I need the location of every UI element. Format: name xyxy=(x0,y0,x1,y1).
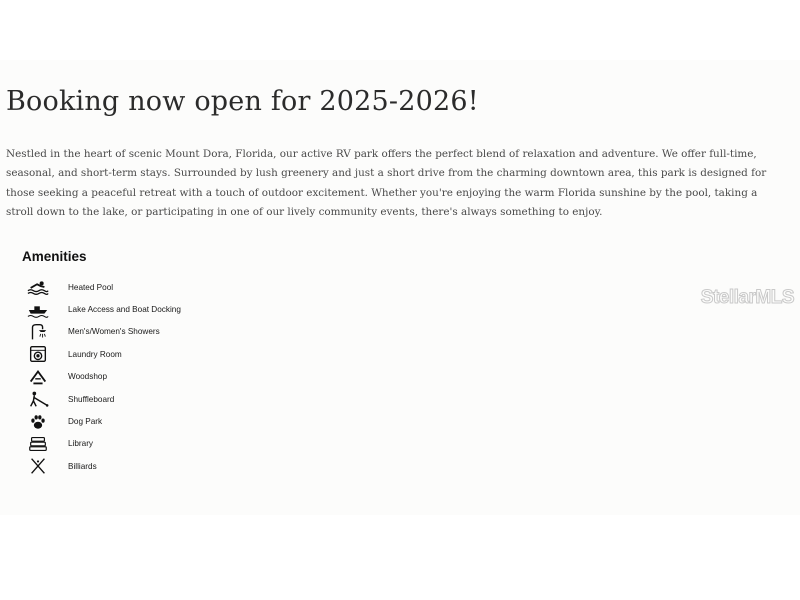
amenity-woodshop xyxy=(25,366,181,388)
billiard-cues-icon xyxy=(25,456,51,476)
swimmer-icon xyxy=(25,277,51,297)
amenity-label: Lake Access and Boat Docking xyxy=(68,305,181,315)
boat-icon xyxy=(25,300,51,320)
paw-icon xyxy=(25,412,51,432)
stellarmls-watermark: StellarMLS xyxy=(700,287,794,308)
amenity-billiards xyxy=(25,455,181,477)
amenity-label: Men's/Women's Showers xyxy=(68,327,160,337)
amenity-shuffleboard xyxy=(25,388,181,410)
amenity-label: Woodshop xyxy=(68,372,107,382)
amenity-library xyxy=(25,433,181,455)
amenity-label: Shuffleboard xyxy=(68,394,115,404)
washing-machine-icon xyxy=(25,344,51,364)
amenity-heated-pool xyxy=(25,276,181,298)
intro-paragraph: Nestled in the heart of scenic Mount Dora, Florida, our active RV park offers the perfect blend of relaxation and adventure. We offer full-time, seasonal, and short-term stays. Surrounded by lush greenery and just a short drive from the charming downtown area, this park is designed for those seeking a peaceful retreat with a touch of outdoor excitement. Whether you're enjoying the warm Florida sunshine by the pool, taking a stroll down to the lake, or participating in one of our lively community events, there's always something to enjoy. xyxy=(6,148,767,218)
shower-icon xyxy=(25,322,51,342)
amenity-lake-access xyxy=(25,298,181,320)
amenity-label: Heated Pool xyxy=(68,282,114,292)
shuffleboard-icon xyxy=(25,389,51,409)
amenity-showers xyxy=(25,321,181,343)
amenity-dog-park xyxy=(25,410,181,432)
books-icon xyxy=(25,434,51,454)
woodshop-icon xyxy=(25,367,51,387)
amenity-label: Laundry Room xyxy=(68,349,122,359)
amenity-label: Billiards xyxy=(68,461,97,471)
amenity-laundry xyxy=(25,343,181,365)
amenities-title: Amenities xyxy=(22,249,87,264)
amenities-list xyxy=(25,276,181,478)
amenity-label: Library xyxy=(68,439,94,449)
page-title: Booking now open for 2025-2026! xyxy=(6,86,479,117)
amenity-label: Dog Park xyxy=(68,417,103,427)
